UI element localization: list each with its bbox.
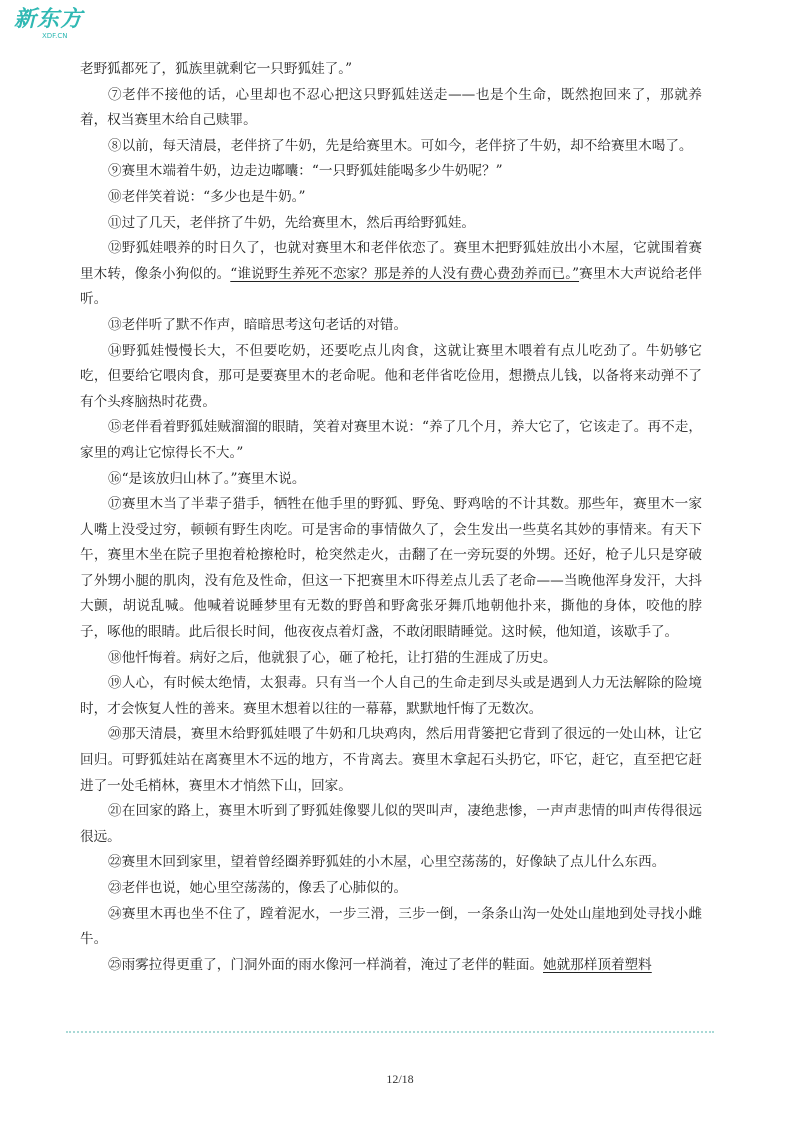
paragraph: ⑮老伴看着野狐娃贼溜溜的眼睛，笑着对赛里木说：“养了几个月，养大它了，它该走了。再不走，家里的鸡让它惊得长不大。” <box>80 419 702 461</box>
paragraph: ⑰赛里木当了半辈子猎手，牺牲在他手里的野狐、野兔、野鸡啥的不计其数。那些年，赛里木一家人嘴上没受过穷，顿顿有野生肉吃。可是害命的事情做久了，会生发出一些莫名其妙的事情来。有天下午，赛里木坐在院子里抱着枪擦枪时，枪突然走火，击翻了在一旁玩耍的外甥。还好，枪子儿只是穿破了外甥小腿的肌肉，没有危及性命，但这一下把赛里木吓得差点儿丢了老命——当晚他浑身发汗，大抖大颤，胡说乱喊。他喊着说睡梦里有无数的野兽和野禽张牙舞爪地朝他扑来，撕他的身体，咬他的脖子，啄他的眼睛。此后很长时间，他夜夜点着灯盏，不敢闭眼睛睡觉。这时候，他知道，该歇手了。 <box>80 496 702 641</box>
paragraph: ⑲人心，有时候太绝情，太狠毒。只有当一个人自己的生命走到尽头或是遇到人力无法解除的险境时，才会恢复人性的善来。赛里木想着以往的一幕幕，默默地忏悔了无数次。 <box>80 675 702 717</box>
paragraph: 老野狐都死了，狐族里就剩它一只野狐娃了。” <box>80 61 353 77</box>
paragraph: ⑭野狐娃慢慢长大，不但要吃奶，还要吃点儿肉食，这就让赛里木喂着有点儿吃劲了。牛奶够它吃，但要给它喂肉食，那可是要赛里木的老命呢。他和老伴省吃俭用，想攒点儿钱，以备将来动弹不了有个头疼脑热时花费。 <box>80 342 702 410</box>
paragraph: ⑨赛里木端着牛奶，边走边嘟囔：“一只野狐娃能喝多少牛奶呢？” <box>108 163 503 180</box>
paragraph: ㉕雨雾拉得更重了，门洞外面的雨水像河一样淌着，淹过了老伴的鞋面。她就那样顶着塑料 <box>108 956 652 973</box>
underlined-sentence: 她就那样顶着塑料 <box>543 956 652 973</box>
paragraph: ㉒赛里木回到家里，望着曾经圈养野狐娃的小木屋，心里空荡荡的，好像缺了点儿什么东西。 <box>108 854 666 871</box>
paragraph: ⑯“是该放归山林了。”赛里木说。 <box>108 470 306 487</box>
logo-sub-text: XDF.CN <box>42 32 68 40</box>
paragraph: ⑬老伴听了默不作声，暗暗思考这句老话的对错。 <box>108 316 408 333</box>
page-number: 12/18 <box>386 1072 414 1086</box>
underlined-sentence: “谁说野生养死不恋家？那是养的人没有费心费劲养而已。” <box>230 265 580 282</box>
paragraph: ⑦老伴不接他的话，心里却也不忍心把这只野狐娃送走——也是个生命，既然抱回来了，那就养着，权当赛里木给自己赎罪。 <box>80 86 702 129</box>
paragraph: ⑧以前，每天清晨，老伴挤了牛奶，先是给赛里木。可如今，老伴挤了牛奶，却不给赛里木喝了。 <box>108 137 693 154</box>
xdf-logo <box>14 8 84 46</box>
article-body <box>80 57 702 978</box>
paragraph: ⑩老伴笑着说：“多少也是牛奶。” <box>108 188 306 205</box>
paragraph: ⑳那天清晨，赛里木给野狐娃喂了牛奶和几块鸡肉，然后用背篓把它背到了很远的一处山林，让它回归。可野狐娃站在离赛里木不远的地方，不肯离去。赛里木拿起石头扔它，吓它，赶它，直至把它赶进了一处毛梢林，赛里木才悄然下山，回家。 <box>80 726 702 794</box>
footer-divider <box>66 1031 714 1033</box>
logo-main-text: 新东方 <box>14 7 84 32</box>
paragraph: ⑪过了几天，老伴挤了牛奶，先给赛里木，然后再给野狐娃。 <box>108 214 476 231</box>
paragraph: ⑫野狐娃喂养的时日久了，也就对赛里木和老伴依恋了。赛里木把野狐娃放出小木屋，它就围着赛里木转，像条小狗似的。“谁说野生养死不恋家？那是养的人没有费心费劲养而已。”赛里木大声说给老伴听。 <box>80 240 702 308</box>
paragraph: ㉔赛里木再也坐不住了，蹚着泥水，一步三滑，三步一倒，一条条山沟一处处山崖地到处寻找小雌牛。 <box>80 905 702 948</box>
paragraph: ⑱他忏悔着。病好之后，他就狠了心，砸了枪托，让打猎的生涯成了历史。 <box>108 649 557 666</box>
paragraph: ㉓老伴也说，她心里空荡荡的，像丢了心肺似的。 <box>108 880 408 896</box>
paragraph: ㉑在回家的路上，赛里木听到了野狐娃像婴儿似的哭叫声，凄绝悲惨，一声声悲情的叫声传得很远很远。 <box>80 803 702 845</box>
